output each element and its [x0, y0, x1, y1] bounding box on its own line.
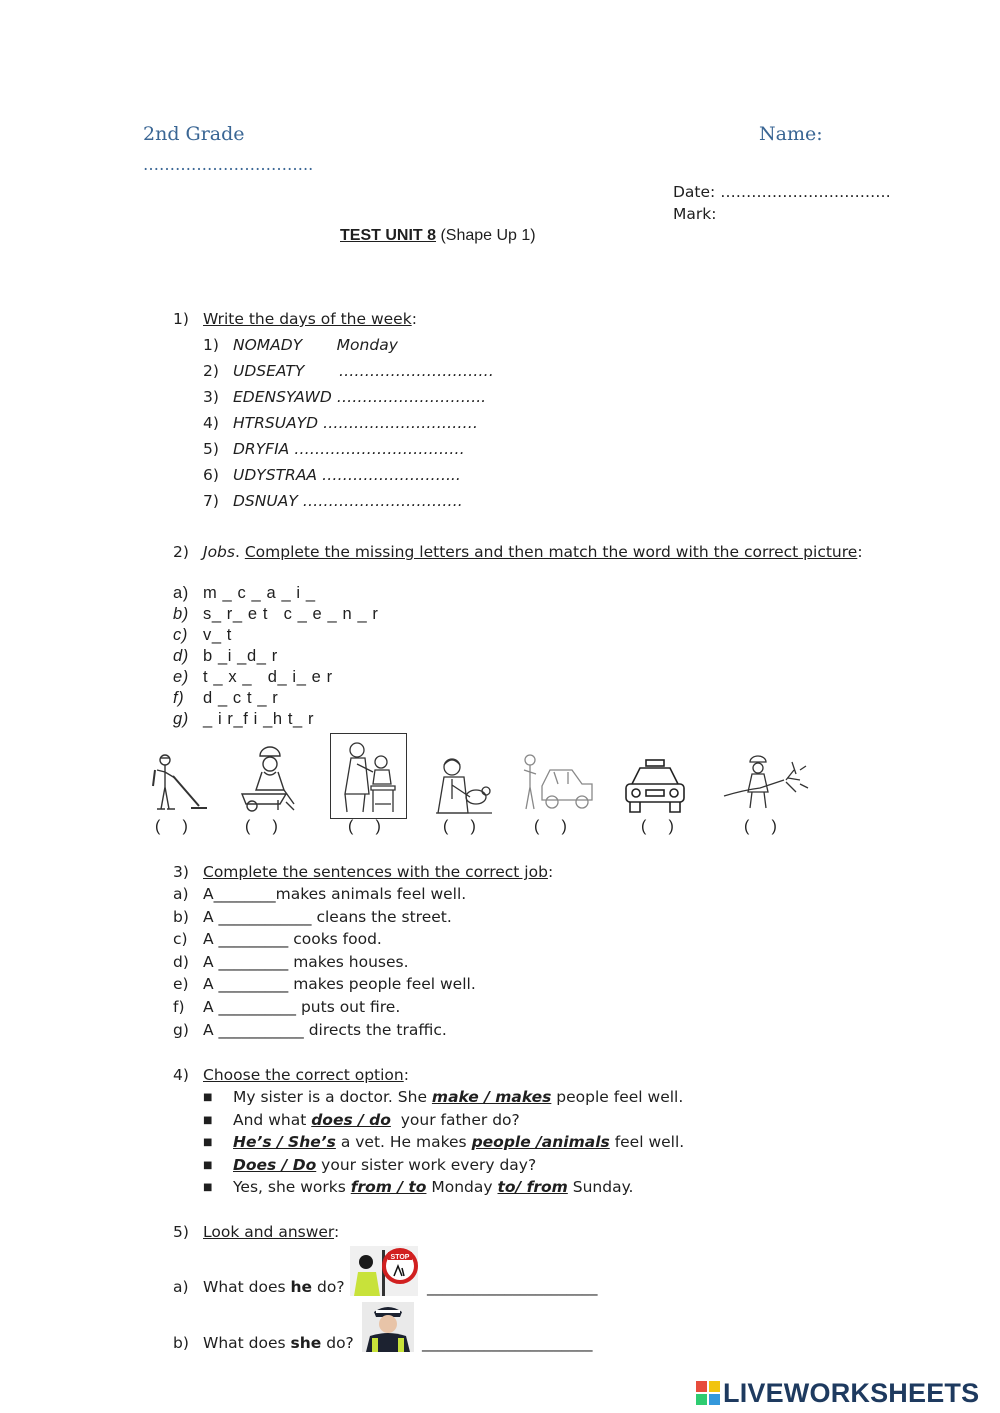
sentence-text[interactable]: A________makes animals feel well.	[203, 885, 467, 903]
question-b-post: do?	[321, 1334, 354, 1352]
job-word-blanks[interactable]: s_ r_ e t c _ e _ n _ r	[203, 605, 379, 623]
taxi-picture	[622, 756, 688, 818]
s3-option-2[interactable]: people /animals	[471, 1133, 610, 1151]
sentence-text[interactable]: A _________ cooks food.	[203, 930, 382, 949]
day-item	[203, 492, 463, 510]
job-word-blanks[interactable]: d _ c t _ r	[203, 689, 279, 707]
sentence-item	[173, 1021, 447, 1039]
question-a	[173, 1278, 345, 1296]
question-a-pronoun: he	[290, 1278, 313, 1296]
section3-number: 3)	[173, 863, 189, 881]
job-word-blanks[interactable]: _ i r_f i _h t_ r	[203, 710, 315, 728]
section3-heading	[173, 863, 553, 881]
job-item-label: f)	[173, 689, 185, 707]
job-item-label: e)	[173, 668, 189, 686]
job-item-label: d)	[173, 647, 189, 665]
question-a-pre: What does	[203, 1278, 291, 1296]
sentence-number: e)	[173, 975, 189, 994]
job-word-blanks[interactable]: v_ t	[203, 626, 232, 644]
job-word-item	[173, 584, 316, 603]
sentence-item	[173, 975, 476, 993]
s4-text-b: your sister work every day?	[316, 1156, 537, 1174]
day-answer[interactable]: ……………………………	[289, 440, 465, 458]
job-item-label: a)	[173, 584, 189, 602]
scrambled-word: DSNUAY	[233, 492, 298, 510]
sentence-number: b)	[173, 907, 189, 926]
scrambled-word: DRYFIA	[233, 440, 290, 458]
day-answer[interactable]: ……………………...	[317, 466, 461, 484]
day-item-number: 6)	[203, 466, 219, 484]
bullet: ■	[203, 1115, 213, 1126]
section4-number: 4)	[173, 1066, 189, 1084]
logo-text: LIVEWORKSHEETS	[723, 1377, 980, 1408]
option-sentence-3	[203, 1133, 684, 1151]
section4-colon: :	[403, 1066, 409, 1084]
section4-title: Choose the correct option	[203, 1066, 404, 1084]
jobs-word: Jobs	[203, 543, 235, 561]
lollipop-man-photo	[350, 1246, 418, 1296]
job-word-item	[173, 710, 314, 729]
picture-answer-box[interactable]: ( )	[641, 818, 674, 835]
name-label: Name:	[759, 123, 823, 145]
bullet: ■	[203, 1092, 213, 1103]
section2-colon: :	[857, 543, 863, 561]
stop-sign-text: STOP	[390, 1254, 410, 1261]
s5-option-2[interactable]: to/ from	[497, 1178, 568, 1196]
section5-heading	[173, 1223, 339, 1241]
sentence-item	[173, 998, 400, 1016]
s5-option-1[interactable]: from / to	[350, 1178, 427, 1196]
scrambled-word: UDSEATY	[233, 362, 305, 380]
answer-b-line[interactable]: ______________________	[422, 1334, 593, 1352]
street-cleaner-picture	[143, 750, 209, 816]
liveworksheets-logo	[696, 1376, 979, 1410]
day-item	[203, 414, 478, 432]
day-answer[interactable]: …………………………	[304, 362, 494, 380]
day-item-number: 2)	[203, 362, 219, 380]
picture-answer-box[interactable]: ( )	[744, 818, 777, 835]
grade-label: 2nd Grade	[143, 123, 245, 145]
option-sentence-2	[203, 1111, 520, 1129]
section2-dot: .	[234, 543, 245, 561]
section5-number: 5)	[173, 1223, 189, 1241]
question-b-number: b)	[173, 1334, 189, 1352]
option-sentence-1	[203, 1088, 683, 1106]
job-word-item	[173, 668, 333, 687]
sentence-item	[173, 908, 452, 926]
answer-a-line[interactable]: ______________________	[427, 1278, 598, 1296]
question-a-number: a)	[173, 1278, 189, 1296]
section3-title: Complete the sentences with the correct job	[203, 863, 548, 881]
day-item-number: 4)	[203, 414, 219, 432]
job-item-label: g)	[173, 710, 189, 728]
sentence-text[interactable]: A ___________ directs the traffic.	[203, 1020, 447, 1039]
s5-text-b: Monday	[426, 1178, 498, 1196]
sentence-text[interactable]: A __________ puts out fire.	[203, 998, 401, 1016]
scrambled-word: EDENSYAWD	[233, 388, 332, 406]
date-field[interactable]: Date: ……………………………	[673, 183, 891, 201]
section5-title: Look and answer	[203, 1223, 335, 1241]
s1-option[interactable]: make / makes	[431, 1088, 552, 1106]
sentence-item	[173, 953, 409, 971]
s2-option[interactable]: does / do	[311, 1111, 391, 1129]
picture-answer-box[interactable]: ( )	[245, 818, 278, 835]
s3-text-b: feel well.	[609, 1133, 685, 1151]
job-word-item	[173, 647, 278, 666]
job-word-blanks[interactable]: t _ x _ d_ i_ e r	[203, 668, 333, 686]
section1-number: 1)	[173, 310, 189, 328]
s1-text-a: My sister is a doctor. She	[233, 1088, 432, 1106]
test-subtitle: (Shape Up 1)	[436, 227, 536, 244]
s3-option-1[interactable]: He’s / She’s	[233, 1133, 336, 1151]
question-b	[173, 1334, 354, 1352]
mark-label: Mark:	[673, 205, 717, 223]
day-item	[203, 388, 486, 406]
bullet: ■	[203, 1137, 213, 1148]
day-item-number: 5)	[203, 440, 219, 458]
picture-answer-box[interactable]: ( )	[534, 818, 567, 835]
day-item-number: 7)	[203, 492, 219, 510]
section1-heading	[173, 310, 417, 328]
question-b-pronoun: she	[290, 1334, 322, 1352]
day-answer[interactable]: ………………………..	[331, 388, 487, 406]
question-b-pre: What does	[203, 1334, 291, 1352]
question-a-post: do?	[312, 1278, 345, 1296]
day-item	[203, 336, 398, 354]
day-answer[interactable]: Monday	[302, 336, 398, 354]
picture-answer-box[interactable]: ( )	[348, 818, 381, 835]
s2-text-a: And what	[233, 1111, 312, 1129]
section2-number: 2)	[173, 543, 189, 561]
picture-answer-box[interactable]: ( )	[155, 818, 188, 835]
option-sentence-5	[203, 1178, 633, 1196]
s2-text-b: your father do?	[390, 1111, 520, 1129]
day-item	[203, 362, 494, 380]
day-item	[203, 466, 461, 484]
job-word-item	[173, 626, 232, 645]
logo-icon	[696, 1381, 720, 1405]
job-word-item	[173, 605, 379, 624]
name-field[interactable]: …………………………..	[143, 155, 314, 174]
option-sentence-4	[203, 1156, 536, 1174]
section2-heading	[173, 543, 863, 561]
test-title-main: TEST UNIT 8	[340, 227, 437, 244]
job-word-blanks[interactable]: m _ c _ a _ i _	[203, 584, 316, 602]
day-item-number: 3)	[203, 388, 219, 406]
day-answer[interactable]: …………………………	[318, 414, 479, 432]
picture-answer-box[interactable]: ( )	[443, 818, 476, 835]
policewoman-photo	[362, 1302, 414, 1352]
job-item-label: b)	[173, 605, 189, 623]
job-word-item	[173, 689, 278, 708]
section3-colon: :	[547, 863, 554, 881]
mechanic-picture	[520, 752, 594, 812]
s3-text-a: a vet. He makes	[335, 1133, 472, 1151]
test-title	[340, 227, 536, 245]
s5-text-c: Sunday.	[567, 1178, 634, 1196]
section5-colon: :	[334, 1223, 340, 1241]
job-word-blanks[interactable]: b _i _d_ r	[203, 647, 278, 665]
sentence-item	[173, 885, 466, 903]
sentence-item	[173, 930, 382, 948]
sentence-number: a)	[173, 885, 189, 903]
scrambled-word: NOMADY	[233, 336, 303, 354]
s1-text-b: people feel well.	[551, 1088, 684, 1106]
builder-picture	[238, 742, 300, 814]
job-item-label: c)	[173, 626, 188, 644]
bullet: ■	[203, 1160, 213, 1171]
sentence-number: c)	[173, 930, 188, 949]
scrambled-word: UDYSTRAA	[233, 466, 318, 484]
s5-text-a: Yes, she works	[233, 1178, 351, 1196]
doctor-picture	[330, 733, 407, 819]
section2-title: Complete the missing letters and then match the word with the correct picture	[244, 543, 858, 561]
sentence-number: g)	[173, 1020, 189, 1039]
day-answer[interactable]: ………………………….	[297, 492, 463, 510]
sentence-text[interactable]: A _________ makes people feel well.	[203, 975, 476, 994]
sentence-text[interactable]: A _________ makes houses.	[203, 952, 409, 971]
firefighter-picture	[722, 752, 810, 814]
section1-colon: :	[411, 310, 417, 328]
sentence-number: d)	[173, 952, 189, 971]
scrambled-word: HTRSUAYD	[233, 414, 319, 432]
day-item-number: 1)	[203, 336, 219, 354]
s4-option[interactable]: Does / Do	[233, 1156, 317, 1174]
vet-picture	[432, 755, 494, 817]
sentence-text[interactable]: A ____________ cleans the street.	[203, 907, 452, 926]
section1-title: Write the days of the week	[203, 310, 412, 328]
day-item	[203, 440, 465, 458]
sentence-number: f)	[173, 998, 185, 1016]
bullet: ■	[203, 1182, 213, 1193]
section4-heading	[173, 1066, 409, 1084]
